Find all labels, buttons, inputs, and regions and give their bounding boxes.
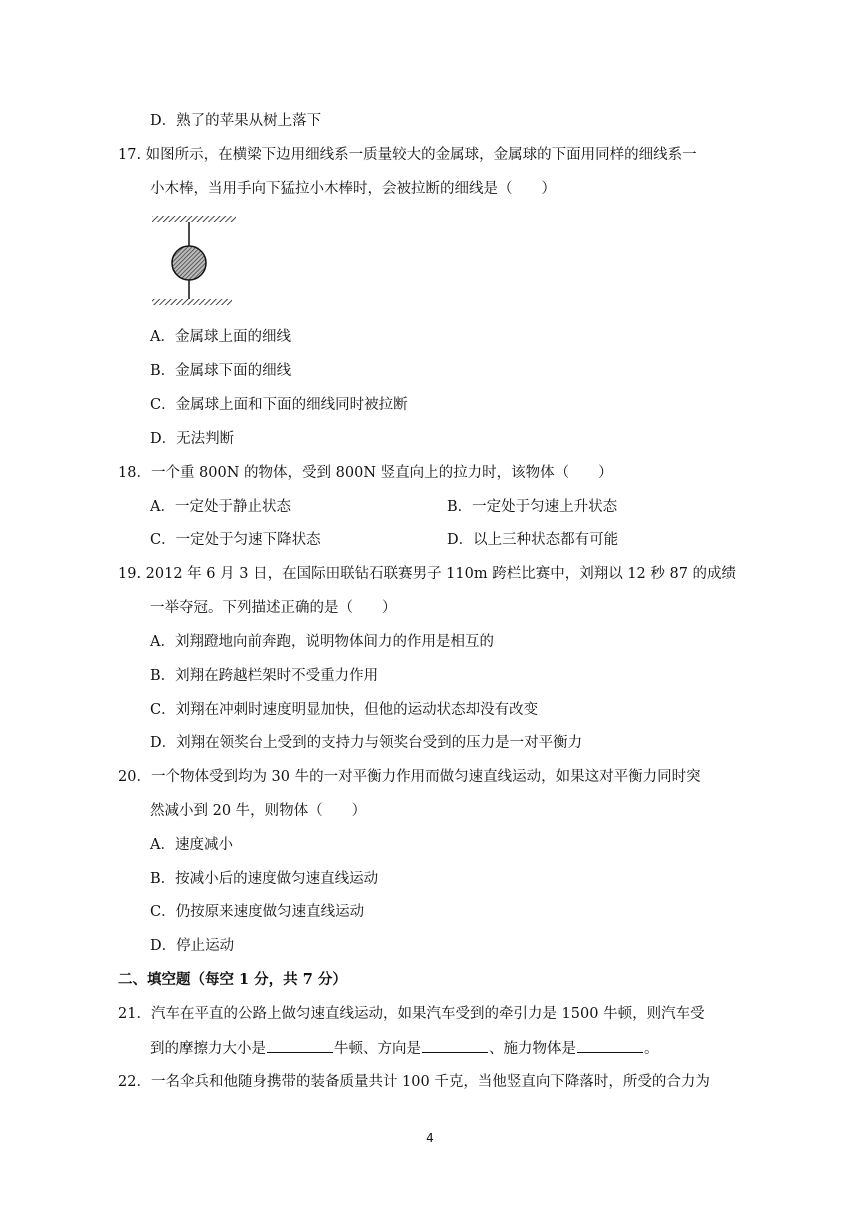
q21-text-part2: 牛顿、方向是 bbox=[334, 1041, 421, 1057]
q17-stem-line1: 17. 如图所示，在横梁下边用细线系一质量较大的金属球，金属球的下面用同样的细线系一 bbox=[118, 147, 697, 163]
q19-option-a: A．刘翔蹬地向前奔跑，说明物体间力的作用是相互的 bbox=[150, 634, 494, 650]
q21-text-part4: 。 bbox=[644, 1041, 659, 1057]
q17-option-b: B．金属球下面的细线 bbox=[150, 363, 292, 379]
q18-stem: 18．一个重 800N 的物体，受到 800N 竖直向上的拉力时，该物体（ ） bbox=[118, 465, 613, 481]
q19-stem-line1: 19. 2012 年 6 月 3 日，在国际田联钻石联赛男子 110m 跨栏比赛中，刘翔以 12 秒 87 的成绩 bbox=[118, 566, 737, 582]
answer-blank-force-source[interactable] bbox=[577, 1038, 643, 1053]
q22-stem-line1: 22．一名伞兵和他随身携带的装备质量共计 100 千克，当他竖直向下降落时，所受的合力为 bbox=[118, 1074, 710, 1090]
q19-option-c: C．刘翔在冲刺时速度明显加快，但他的运动状态却没有改变 bbox=[150, 702, 539, 718]
metal-ball bbox=[172, 246, 206, 280]
q21-text-part1: 到的摩擦力大小是 bbox=[150, 1041, 266, 1057]
q20-option-d: D．停止运动 bbox=[150, 938, 235, 954]
q17-stem-line2: 小木棒，当用手向下猛拉小木棒时，会被拉断的细线是（ ） bbox=[150, 181, 556, 197]
q19-option-d: D．刘翔在领奖台上受到的支持力与领奖台受到的压力是一对平衡力 bbox=[150, 735, 583, 751]
q21-text-part3: 、施力物体是 bbox=[489, 1041, 576, 1057]
q16-option-d: D．熟了的苹果从树上落下 bbox=[150, 113, 322, 129]
q20-option-a: A．速度减小 bbox=[150, 837, 233, 853]
q18-option-c: C．一定处于匀速下降状态 bbox=[150, 532, 321, 548]
answer-blank-direction[interactable] bbox=[422, 1038, 488, 1053]
q21-stem-line2 bbox=[150, 1038, 659, 1059]
q17-option-c: C．金属球上面和下面的细线同时被拉断 bbox=[150, 397, 408, 413]
answer-blank-friction-size[interactable] bbox=[267, 1038, 333, 1053]
beam-ball-stick-figure bbox=[150, 212, 240, 312]
q19-option-b: B．刘翔在跨越栏架时不受重力作用 bbox=[150, 668, 379, 684]
q20-stem-line1: 20．一个物体受到均为 30 牛的一对平衡力作用而做匀速直线运动，如果这对平衡力同时突 bbox=[118, 769, 701, 785]
q20-option-c: C．仍按原来速度做匀速直线运动 bbox=[150, 904, 365, 920]
q19-stem-line2: 一举夺冠。下列描述正确的是（ ） bbox=[150, 600, 397, 616]
q20-option-b: B．按减小后的速度做匀速直线运动 bbox=[150, 871, 379, 887]
q17-option-d: D．无法判断 bbox=[150, 431, 235, 447]
q18-option-d: D．以上三种状态都有可能 bbox=[447, 532, 619, 548]
q17-option-a: A．金属球上面的细线 bbox=[150, 329, 291, 345]
section-heading: 二、填空题（每空 1 分，共 7 分） bbox=[118, 971, 347, 988]
crossbeam bbox=[152, 216, 236, 222]
q18-option-a: A．一定处于静止状态 bbox=[150, 499, 291, 515]
wooden-stick bbox=[152, 299, 232, 305]
q20-stem-line2: 然减小到 20 牛，则物体（ ） bbox=[150, 803, 367, 819]
q21-stem-line1: 21．汽车在平直的公路上做匀速直线运动，如果汽车受到的牵引力是 1500 牛顿，则汽车受 bbox=[118, 1006, 705, 1022]
page-number: 4 bbox=[426, 1131, 434, 1145]
q18-option-b: B．一定处于匀速上升状态 bbox=[447, 499, 618, 515]
